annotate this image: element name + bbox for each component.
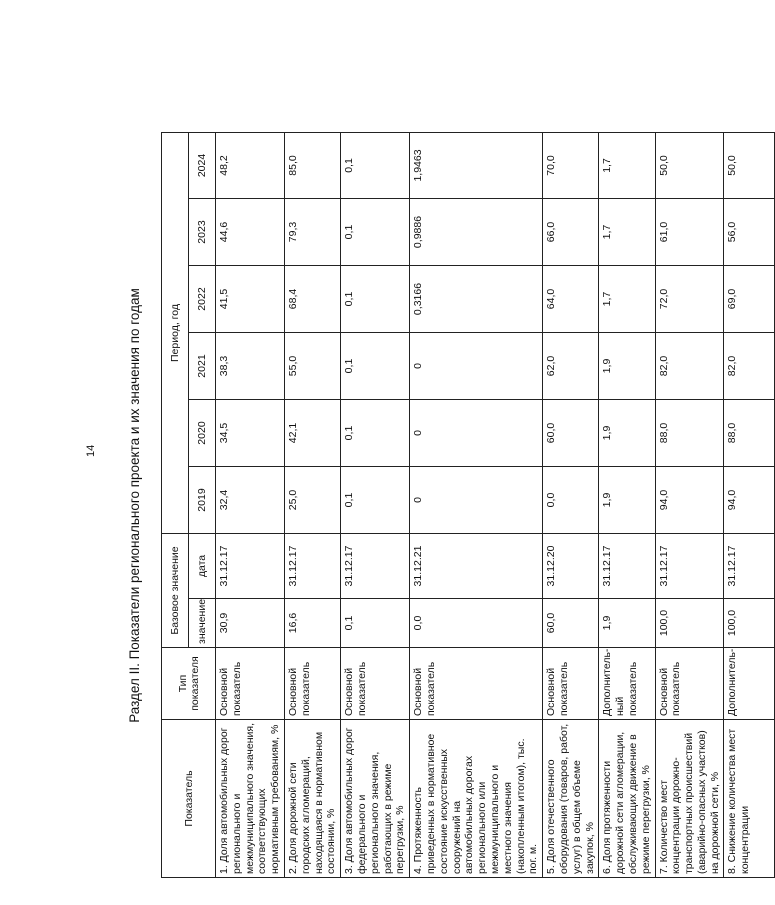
year-value-cell: 1,7 bbox=[599, 132, 655, 198]
page-number: 14 bbox=[85, 444, 97, 457]
table-row bbox=[284, 132, 340, 877]
year-value-cell: 0,9886 bbox=[410, 199, 543, 266]
base-date-cell: 31.12.20 bbox=[543, 534, 599, 599]
header-year: 2021 bbox=[189, 333, 216, 400]
rotated-page-content bbox=[115, 133, 752, 878]
header-year: 2023 bbox=[189, 199, 216, 266]
indicator-type-cell: Основной показатель bbox=[216, 648, 285, 720]
indicator-name-cell: 1. Доля автомобильных дорог регионального и межмуниципального значения, соответствующих нормативным требованиям, % bbox=[216, 720, 285, 878]
header-year: 2024 bbox=[189, 132, 216, 198]
year-value-cell: 64,0 bbox=[543, 266, 599, 333]
base-date-cell: 31.12.17 bbox=[284, 534, 340, 599]
header-base-date: дата bbox=[189, 534, 216, 599]
base-value-cell: 0,1 bbox=[341, 599, 410, 648]
base-value-cell: 1,9 bbox=[599, 599, 655, 648]
base-date-cell: 31.12.17 bbox=[655, 534, 724, 599]
indicator-type-cell: Основной показатель bbox=[655, 648, 724, 720]
year-value-cell: 1,7 bbox=[599, 266, 655, 333]
header-year: 2019 bbox=[189, 467, 216, 534]
indicator-type-cell: Дополнитель-ный показатель bbox=[599, 648, 655, 720]
year-value-cell: 88,0 bbox=[724, 400, 775, 467]
year-value-cell: 1,9 bbox=[599, 333, 655, 400]
section-title: Раздел II. Показатели регионального проекта и их значения по годам bbox=[127, 288, 142, 723]
year-value-cell: 88,0 bbox=[655, 400, 724, 467]
indicator-name-cell: 5. Доля отечественного оборудования (товаров, работ, услуг) в общем объеме закупок, % bbox=[543, 720, 599, 878]
year-value-cell: 0 bbox=[410, 333, 543, 400]
year-value-cell: 0 bbox=[410, 400, 543, 467]
year-value-cell: 0,1 bbox=[341, 400, 410, 467]
year-value-cell: 85,0 bbox=[284, 132, 340, 198]
table-row bbox=[724, 132, 775, 877]
table-body bbox=[216, 132, 775, 877]
year-value-cell: 66,0 bbox=[543, 199, 599, 266]
year-value-cell: 94,0 bbox=[655, 467, 724, 534]
header-row-1 bbox=[162, 132, 189, 877]
header-base-value: значение bbox=[189, 599, 216, 648]
year-value-cell: 0,1 bbox=[341, 467, 410, 534]
indicator-name-cell: 2. Доля дорожной сети городских агломераций, находящаяся в нормативном состоянии, % bbox=[284, 720, 340, 878]
year-value-cell: 72,0 bbox=[655, 266, 724, 333]
year-value-cell: 94,0 bbox=[724, 467, 775, 534]
year-value-cell: 44,6 bbox=[216, 199, 285, 266]
base-date-cell: 31.12.17 bbox=[216, 534, 285, 599]
year-value-cell: 25,0 bbox=[284, 467, 340, 534]
header-period: Период, год bbox=[162, 132, 189, 533]
base-value-cell: 16,6 bbox=[284, 599, 340, 648]
base-date-cell: 31.12.17 bbox=[599, 534, 655, 599]
year-value-cell: 68,4 bbox=[284, 266, 340, 333]
base-date-cell: 31.12.17 bbox=[724, 534, 775, 599]
table-row bbox=[410, 132, 543, 877]
table-row bbox=[599, 132, 655, 877]
year-value-cell: 34,5 bbox=[216, 400, 285, 467]
year-value-cell: 50,0 bbox=[724, 132, 775, 198]
indicator-name-cell: 6. Доля протяженности дорожной сети агломерации, обслуживающих движение в режиме перегрузки, % bbox=[599, 720, 655, 878]
header-indicator: Показатель bbox=[162, 720, 216, 878]
indicator-type-cell: Основной показатель bbox=[284, 648, 340, 720]
year-value-cell: 50,0 bbox=[655, 132, 724, 198]
base-value-cell: 100,0 bbox=[724, 599, 775, 648]
year-value-cell: 0,3166 bbox=[410, 266, 543, 333]
year-value-cell: 41,5 bbox=[216, 266, 285, 333]
year-value-cell: 0,1 bbox=[341, 199, 410, 266]
year-value-cell: 38,3 bbox=[216, 333, 285, 400]
base-value-cell: 60,0 bbox=[543, 599, 599, 648]
year-value-cell: 82,0 bbox=[724, 333, 775, 400]
indicator-name-cell: 8. Снижение количества мест концентрации bbox=[724, 720, 775, 878]
header-type: Тип показателя bbox=[162, 648, 216, 720]
table-row bbox=[543, 132, 599, 877]
year-value-cell: 61,0 bbox=[655, 199, 724, 266]
year-value-cell: 1,9 bbox=[599, 467, 655, 534]
indicator-name-cell: 3. Доля автомобильных дорог федерального и регионального значения, работающих в режиме перегрузки, % bbox=[341, 720, 410, 878]
year-value-cell: 70,0 bbox=[543, 132, 599, 198]
table-row bbox=[216, 132, 285, 877]
year-value-cell: 42,1 bbox=[284, 400, 340, 467]
base-value-cell: 100,0 bbox=[655, 599, 724, 648]
base-date-cell: 31.12.21 bbox=[410, 534, 543, 599]
year-value-cell: 1,9 bbox=[599, 400, 655, 467]
header-year: 2020 bbox=[189, 400, 216, 467]
indicator-type-cell: Основной показатель bbox=[341, 648, 410, 720]
header-base: Базовое значение bbox=[162, 534, 189, 648]
year-value-cell: 0,1 bbox=[341, 132, 410, 198]
year-value-cell: 0,1 bbox=[341, 333, 410, 400]
indicator-name-cell: 7. Количество мест концентрации дорожно-транспортных происшествий (аварийно-опасных участков) на дорожной сети, % bbox=[655, 720, 724, 878]
table-row bbox=[341, 132, 410, 877]
year-value-cell: 79,3 bbox=[284, 199, 340, 266]
year-value-cell: 60,0 bbox=[543, 400, 599, 467]
base-value-cell: 30,9 bbox=[216, 599, 285, 648]
indicator-type-cell: Основной показатель bbox=[543, 648, 599, 720]
year-value-cell: 55,0 bbox=[284, 333, 340, 400]
year-value-cell: 48,2 bbox=[216, 132, 285, 198]
year-value-cell: 1,9463 bbox=[410, 132, 543, 198]
indicators-table bbox=[161, 132, 775, 878]
year-value-cell: 0,1 bbox=[341, 266, 410, 333]
indicator-type-cell: Дополнитель- bbox=[724, 648, 775, 720]
year-value-cell: 32,4 bbox=[216, 467, 285, 534]
year-value-cell: 56,0 bbox=[724, 199, 775, 266]
year-value-cell: 69,0 bbox=[724, 266, 775, 333]
indicator-name-cell: 4. Протяженность приведенных в нормативное состояние искусственных сооружений на автомобильных дорогах регионального или межмуниципального и местного значения (накопленным итогом), тыс. пог. м. bbox=[410, 720, 543, 878]
indicator-type-cell: Основной показатель bbox=[410, 648, 543, 720]
base-date-cell: 31.12.17 bbox=[341, 534, 410, 599]
year-value-cell: 62,0 bbox=[543, 333, 599, 400]
table-row bbox=[655, 132, 724, 877]
year-value-cell: 0,0 bbox=[543, 467, 599, 534]
year-value-cell: 82,0 bbox=[655, 333, 724, 400]
year-value-cell: 1,7 bbox=[599, 199, 655, 266]
base-value-cell: 0,0 bbox=[410, 599, 543, 648]
year-value-cell: 0 bbox=[410, 467, 543, 534]
header-year: 2022 bbox=[189, 266, 216, 333]
